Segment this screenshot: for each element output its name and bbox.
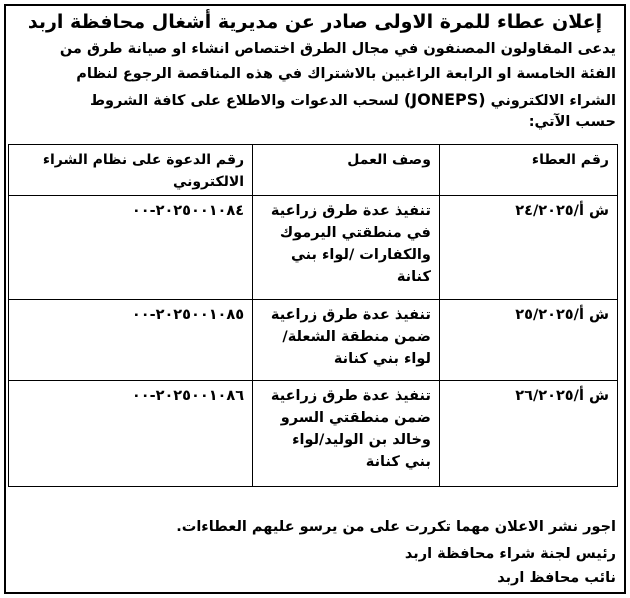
tender-no-cell: ش أ/٢٦/٢٠٢٥: [439, 381, 617, 487]
intro-line-4: حسب الآتي:: [528, 114, 616, 130]
header-tender-no: رقم العطاء: [439, 145, 617, 196]
invitation-no-cell: ٢٠٢٥٠٠١٠٨٤-٠٠: [9, 196, 253, 300]
intro-line-3-end: لسحب الدعوات والاطلاع على كافة الشروط: [89, 93, 399, 109]
intro-line-3-start: الشراء الالكتروني: [490, 93, 616, 109]
tender-no-cell: ش أ/٢٤/٢٠٢٥: [439, 196, 617, 300]
intro-line-1: يدعى المقاولون المصنفون في مجال الطرق اختصاص انشاء او صيانة طرق من: [59, 41, 616, 57]
signature-committee-head: رئيس لجنة شراء محافظة اربد: [404, 546, 616, 562]
system-abbrev: (JONEPS): [403, 90, 486, 109]
invitation-no-cell: ٢٠٢٥٠٠١٠٨٥-٠٠: [9, 300, 253, 381]
notice-title: إعلان عطاء للمرة الاولى صادر عن مديرية أشغال محافظة اربد: [27, 11, 603, 33]
work-desc-cell: تنفيذ عدة طرق زراعية في منطقتي اليرموك والكفارات /لواء بني كنانة: [253, 196, 440, 300]
work-desc-cell: تنفيذ عدة طرق زراعية ضمن منطقتي السرو وخالد بن الوليد/لواء بني كنانة: [253, 381, 440, 487]
fees-note: اجور نشر الاعلان مهما تكررت على من يرسو عليهم العطاءات.: [176, 519, 616, 535]
intro-line-2: الفئة الخامسة او الرابعة الراغبين بالاشتراك في هذه المناقصة الرجوع لنظام: [76, 66, 616, 82]
header-work-desc: وصف العمل: [253, 145, 440, 196]
signature-deputy-governor: نائب محافظ اربد: [497, 570, 616, 586]
tenders-table: [8, 144, 618, 487]
table-row: [9, 381, 618, 487]
header-invitation-no: رقم الدعوة على نظام الشراء الالكتروني: [9, 145, 253, 196]
notice-frame: [4, 4, 626, 594]
tender-no-cell: ش أ/٢٥/٢٠٢٥: [439, 300, 617, 381]
table-row: [9, 300, 618, 381]
table-header-row: [9, 145, 618, 196]
invitation-no-cell: ٢٠٢٥٠٠١٠٨٦-٠٠: [9, 381, 253, 487]
work-desc-cell: تنفيذ عدة طرق زراعية ضمن منطقة الشعلة/ لواء بني كنانة: [253, 300, 440, 381]
table-row: [9, 196, 618, 300]
